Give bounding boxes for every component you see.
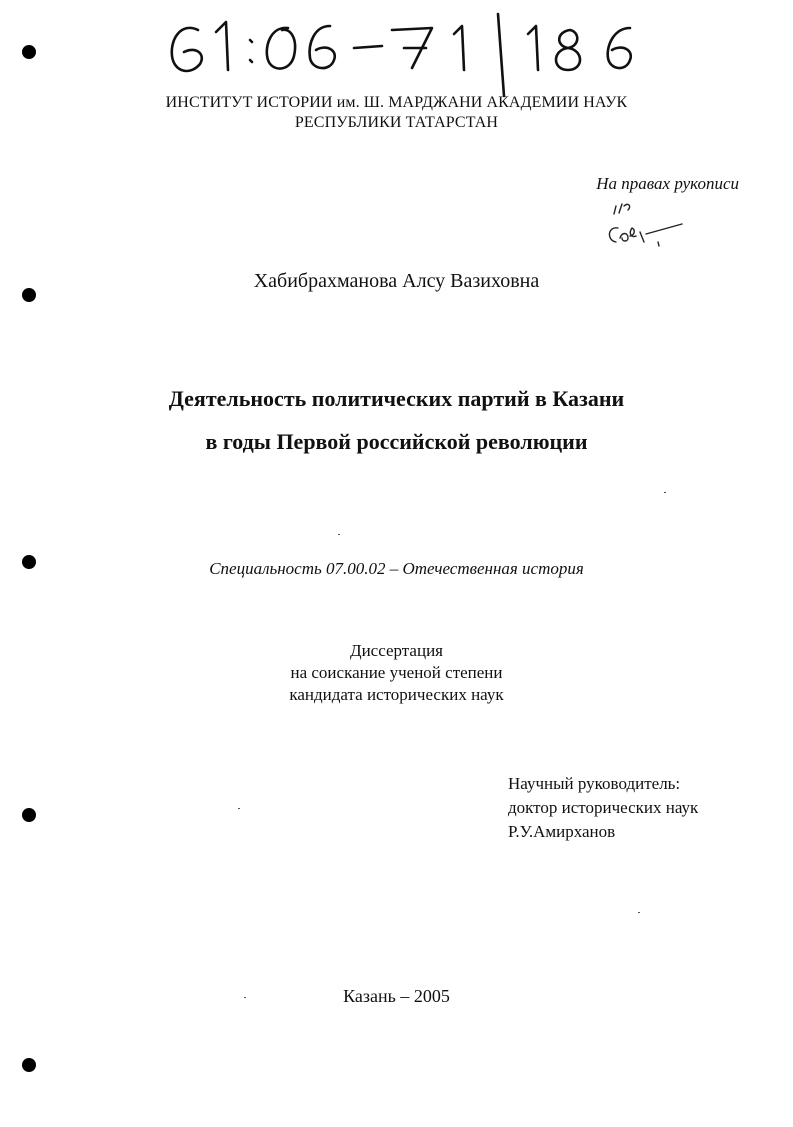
punch-hole-mark bbox=[22, 288, 36, 302]
handwritten-signature bbox=[600, 194, 684, 252]
degree-statement bbox=[0, 640, 793, 706]
scan-speck bbox=[338, 534, 340, 535]
scan-speck bbox=[238, 808, 240, 809]
dissertation-title bbox=[0, 377, 793, 463]
scan-speck bbox=[638, 912, 640, 913]
institute-header bbox=[0, 93, 793, 133]
punch-hole-mark bbox=[22, 45, 36, 59]
supervisor-label: Научный руководитель: bbox=[508, 774, 681, 793]
rights-note: На правах рукописи bbox=[596, 174, 739, 193]
institute-line-2: РЕСПУБЛИКИ ТАТАРСТАН bbox=[294, 114, 499, 131]
handwritten-catalog-code bbox=[160, 8, 660, 98]
signature-drawing bbox=[600, 194, 684, 252]
title-line-1: Деятельность политических партий в Казани bbox=[168, 386, 625, 411]
punch-hole-mark bbox=[22, 1058, 36, 1072]
supervisor-degree: доктор исторических наук bbox=[508, 798, 699, 817]
city-year: Казань – 2005 bbox=[343, 986, 450, 1006]
scan-speck bbox=[664, 492, 666, 493]
punch-hole-mark bbox=[22, 555, 36, 569]
supervisor-block bbox=[508, 772, 698, 844]
scan-speck bbox=[244, 997, 246, 998]
punch-hole-mark bbox=[22, 808, 36, 822]
institute-line-1: ИНСТИТУТ ИСТОРИИ им. Ш. МАРДЖАНИ АКАДЕМИИ НАУК bbox=[165, 94, 628, 111]
degree-line-3: кандидата исторических наук bbox=[289, 685, 504, 704]
author-name: Хабибрахманова Алсу Вазиховна bbox=[253, 270, 540, 292]
handwritten-code-drawing bbox=[160, 8, 660, 98]
degree-line-1: Диссертация bbox=[349, 641, 443, 660]
title-line-2: в годы Первой российской революции bbox=[205, 429, 588, 454]
specialty-line: Специальность 07.00.02 – Отечественная история bbox=[209, 559, 584, 578]
degree-line-2: на соискание ученой степени bbox=[290, 663, 503, 682]
supervisor-name: Р.У.Амирханов bbox=[508, 822, 616, 841]
